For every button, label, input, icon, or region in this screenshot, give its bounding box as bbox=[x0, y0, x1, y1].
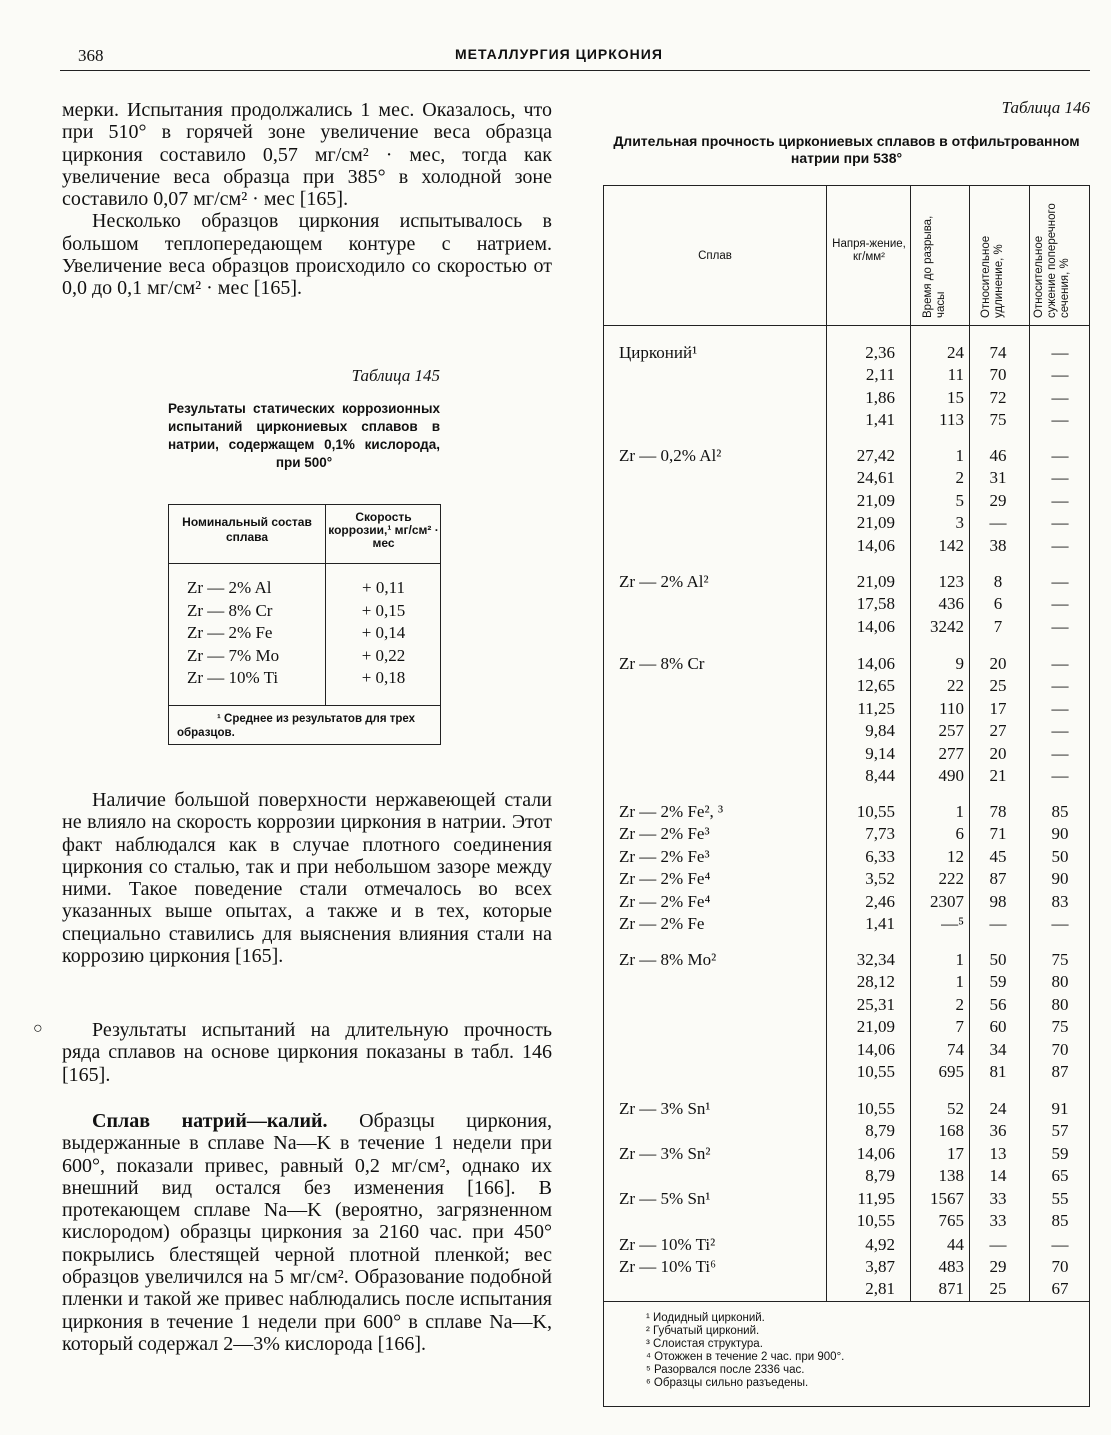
time-cell: 110 bbox=[939, 699, 964, 718]
stress-cell: 6,33 bbox=[865, 847, 895, 866]
time-cell: 5 bbox=[955, 491, 964, 510]
table-row bbox=[604, 1099, 1091, 1122]
table-146-header-rule bbox=[604, 325, 1089, 326]
table-145-title: Результаты статических коррозионных испытаний циркониевых сплавов в натрии, содержащем 0,1% кислорода, при 500° bbox=[168, 401, 440, 470]
alloy-cell: Цирконий¹ bbox=[619, 343, 698, 362]
alloy-cell: Zr — 0,2% Al² bbox=[619, 446, 722, 465]
reduction-cell: — bbox=[1051, 536, 1069, 555]
table-row bbox=[604, 892, 1091, 915]
left-column-middle bbox=[62, 789, 552, 967]
table-row bbox=[169, 668, 442, 690]
table-row bbox=[604, 847, 1091, 870]
rate-cell: + 0,18 bbox=[361, 668, 406, 687]
reduction-cell: 91 bbox=[1051, 1099, 1069, 1118]
time-cell: 436 bbox=[938, 594, 964, 613]
table-row bbox=[604, 594, 1091, 617]
reduction-cell: 50 bbox=[1051, 847, 1069, 866]
elongation-cell: 33 bbox=[989, 1189, 1007, 1208]
reduction-cell: — bbox=[1051, 617, 1069, 636]
time-cell: 765 bbox=[938, 1211, 964, 1230]
running-header bbox=[60, 40, 1090, 71]
stress-cell: 1,86 bbox=[865, 388, 895, 407]
alloy-cell: Zr — 8% Cr bbox=[187, 600, 273, 620]
left-column-top bbox=[62, 99, 552, 300]
footnote: ³ Слоистая структура. bbox=[646, 1338, 763, 1350]
time-cell: 168 bbox=[938, 1121, 964, 1140]
elongation-cell: 7 bbox=[993, 617, 1003, 636]
alloy-cell: Zr — 2% Fe³ bbox=[619, 847, 710, 866]
table-145-col-alloy: Номинальный состав сплава bbox=[182, 515, 312, 544]
elongation-cell: 25 bbox=[989, 1279, 1007, 1298]
time-cell: 74 bbox=[947, 1040, 964, 1059]
table-145 bbox=[168, 504, 441, 745]
reduction-cell: — bbox=[1051, 676, 1069, 695]
table-row bbox=[604, 1189, 1091, 1212]
table-row bbox=[604, 410, 1091, 433]
table-146-col-alloy: Сплав bbox=[698, 250, 732, 262]
time-cell: —⁵ bbox=[941, 914, 964, 933]
elongation-cell: 56 bbox=[989, 995, 1007, 1014]
table-row bbox=[604, 950, 1091, 973]
time-cell: 1 bbox=[955, 972, 964, 991]
stress-cell: 8,79 bbox=[865, 1121, 895, 1140]
page-number: 368 bbox=[78, 46, 104, 65]
stress-cell: 1,41 bbox=[865, 410, 895, 429]
paragraph-1: мерки. Испытания продолжались 1 мес. Оказалось, что при 510° в горячей зоне увеличение веса образца циркония составило 0,57 мг/см² · мес, тогда как увеличение веса образца при 385° в холодной зоне составило 0,07 мг/см² · мес [165]. bbox=[62, 99, 552, 211]
time-cell: 695 bbox=[938, 1062, 964, 1081]
time-cell: 2 bbox=[955, 995, 964, 1014]
table-row bbox=[604, 1144, 1091, 1167]
reduction-cell: — bbox=[1051, 446, 1069, 465]
elongation-cell: 87 bbox=[989, 869, 1007, 888]
stress-cell: 2,36 bbox=[865, 343, 895, 362]
reduction-cell: 55 bbox=[1051, 1189, 1069, 1208]
reduction-cell: 90 bbox=[1051, 869, 1069, 888]
stress-cell: 10,55 bbox=[856, 1211, 895, 1230]
table-row bbox=[604, 388, 1091, 411]
elongation-cell: 78 bbox=[989, 802, 1007, 821]
table-row bbox=[604, 617, 1091, 640]
elongation-cell: 34 bbox=[989, 1040, 1007, 1059]
time-cell: 22 bbox=[947, 676, 964, 695]
table-row bbox=[604, 1166, 1091, 1189]
reduction-cell: 59 bbox=[1051, 1144, 1069, 1163]
reduction-cell: — bbox=[1051, 766, 1069, 785]
margin-bullet: ○ bbox=[33, 1020, 43, 1037]
elongation-cell: 72 bbox=[989, 388, 1007, 407]
reduction-cell: 67 bbox=[1051, 1279, 1069, 1298]
footnote: ⁴ Отожжен в течение 2 час. при 900°. bbox=[646, 1351, 845, 1363]
reduction-cell: — bbox=[1051, 388, 1069, 407]
stress-cell: 21,09 bbox=[856, 572, 895, 591]
left-column-ref bbox=[62, 1019, 552, 1086]
time-cell: 113 bbox=[939, 410, 964, 429]
reduction-cell: — bbox=[1051, 491, 1069, 510]
time-cell: 15 bbox=[947, 388, 964, 407]
table-146-col-stress: Напря-жение, кг/мм² bbox=[832, 238, 906, 263]
time-cell: 17 bbox=[947, 1144, 964, 1163]
table-146-col-elong: Относительное удлинение, % bbox=[980, 235, 1005, 318]
elongation-cell: 31 bbox=[989, 468, 1007, 487]
table-row bbox=[169, 623, 442, 645]
time-cell: 222 bbox=[938, 869, 964, 888]
paragraph-3: Наличие большой поверхности нержавеющей стали не влияло на скорость коррозии циркония в натрии. Этот факт наблюдался как в случае плотного соединения циркония со сталью, так и при небольшом зазоре между ними. Такое поведение стали отмечалось во всех указанных выше опытах, а также и в тех, которые специально ставились для выяснения влияния стали на коррозию циркония [165]. bbox=[62, 789, 552, 968]
alloy-cell: Zr — 10% Ti bbox=[187, 668, 279, 687]
stress-cell: 14,06 bbox=[856, 1144, 895, 1163]
table-row bbox=[604, 802, 1091, 825]
paragraph-5-body: Образцы циркония, выдержанные в сплаве Na—K в течение 1 недели при 600°, показали привес, равный 0,2 мг/см², однако их внешний вид остался без изменения [166]. В протекающем сплаве Na—K (вероятно, загрязненном кислородом) образцы циркония за 2160 час. при 450° покрылись блестящей черной плотной пленкой; вес образцов увеличился на 5 мг/см². Образование подобной пленки и такой же привес наблюдались после испытания циркония в течение 1 недели при 600° в сплаве Na—K, который содержал 2—3% кислорода [166]. bbox=[62, 1110, 552, 1355]
footnote: ⁶ Образцы сильно разъедены. bbox=[646, 1377, 809, 1389]
time-cell: 277 bbox=[938, 744, 964, 763]
stress-cell: 21,09 bbox=[856, 513, 895, 532]
reduction-cell: — bbox=[1051, 914, 1069, 933]
elongation-cell: 60 bbox=[989, 1017, 1007, 1036]
table-row bbox=[604, 869, 1091, 892]
elongation-cell: 29 bbox=[989, 491, 1007, 510]
elongation-cell: 20 bbox=[989, 654, 1007, 673]
stress-cell: 9,14 bbox=[865, 744, 895, 763]
table-146-title: Длительная прочность циркониевых сплавов в отфильтрованном натрии при 538° bbox=[613, 133, 1080, 166]
table-row bbox=[604, 468, 1091, 491]
elongation-cell: 13 bbox=[989, 1144, 1007, 1163]
elongation-cell: 74 bbox=[989, 343, 1007, 362]
elongation-cell: 6 bbox=[993, 594, 1003, 613]
elongation-cell: 33 bbox=[989, 1211, 1007, 1230]
stress-cell: 28,12 bbox=[856, 972, 895, 991]
table-row bbox=[604, 1062, 1091, 1085]
stress-cell: 21,09 bbox=[856, 491, 895, 510]
reduction-cell: — bbox=[1051, 654, 1069, 673]
stress-cell: 1,41 bbox=[865, 914, 895, 933]
reduction-cell: — bbox=[1051, 343, 1069, 362]
table-row bbox=[604, 824, 1091, 847]
reduction-cell: — bbox=[1051, 513, 1069, 532]
stress-cell: 14,06 bbox=[856, 617, 895, 636]
table-row bbox=[604, 1121, 1091, 1144]
table-row bbox=[604, 1279, 1091, 1302]
table-row bbox=[604, 1257, 1091, 1280]
table-146-col-time: Время до разрыва, часы bbox=[922, 215, 947, 318]
table-row bbox=[604, 536, 1091, 559]
table-row bbox=[604, 766, 1091, 789]
stress-cell: 2,81 bbox=[865, 1279, 895, 1298]
elongation-cell: 70 bbox=[989, 365, 1007, 384]
time-cell: 1 bbox=[955, 802, 964, 821]
stress-cell: 2,46 bbox=[865, 892, 895, 911]
elongation-cell: 81 bbox=[989, 1062, 1007, 1081]
stress-cell: 10,55 bbox=[856, 1099, 895, 1118]
rate-cell: + 0,11 bbox=[362, 578, 405, 597]
reduction-cell: 75 bbox=[1051, 1017, 1069, 1036]
table-row bbox=[604, 513, 1091, 536]
table-row bbox=[604, 572, 1091, 595]
time-cell: 52 bbox=[947, 1099, 964, 1118]
time-cell: 3 bbox=[955, 513, 964, 532]
stress-cell: 27,42 bbox=[856, 446, 895, 465]
reduction-cell: 80 bbox=[1051, 972, 1069, 991]
stress-cell: 32,34 bbox=[856, 950, 895, 969]
alloy-cell: Zr — 2% Fe³ bbox=[619, 824, 710, 843]
section-heading: Сплав натрий—калий. bbox=[92, 1110, 328, 1132]
time-cell: 7 bbox=[955, 1017, 964, 1036]
reduction-cell: — bbox=[1051, 365, 1069, 384]
time-cell: 12 bbox=[947, 847, 964, 866]
table-row bbox=[169, 578, 442, 600]
table-row bbox=[604, 1235, 1091, 1258]
reduction-cell: — bbox=[1051, 468, 1069, 487]
table-row bbox=[604, 654, 1091, 677]
elongation-cell: — bbox=[989, 1235, 1007, 1254]
elongation-cell: 8 bbox=[993, 572, 1003, 591]
alloy-cell: Zr — 10% Ti² bbox=[619, 1235, 716, 1254]
stress-cell: 4,92 bbox=[865, 1235, 895, 1254]
elongation-cell: 17 bbox=[989, 699, 1007, 718]
footnote: ² Губчатый цирконий. bbox=[646, 1325, 760, 1337]
elongation-cell: — bbox=[989, 513, 1007, 532]
time-cell: 123 bbox=[938, 572, 964, 591]
elongation-cell: 36 bbox=[989, 1121, 1007, 1140]
stress-cell: 9,84 bbox=[865, 721, 895, 740]
table-row bbox=[604, 1040, 1091, 1063]
stress-cell: 12,65 bbox=[856, 676, 895, 695]
running-title: МЕТАЛЛУРГИЯ ЦИРКОНИЯ bbox=[455, 46, 663, 62]
reduction-cell: — bbox=[1051, 744, 1069, 763]
table-146 bbox=[603, 185, 1090, 1407]
table-row bbox=[169, 601, 442, 623]
rate-cell: + 0,22 bbox=[361, 645, 406, 665]
reduction-cell: 80 bbox=[1051, 995, 1069, 1014]
stress-cell: 21,09 bbox=[856, 1017, 895, 1036]
table-row bbox=[604, 1211, 1091, 1234]
stress-cell: 25,31 bbox=[856, 995, 895, 1014]
reduction-cell: 90 bbox=[1051, 824, 1069, 843]
elongation-cell: 45 bbox=[989, 847, 1007, 866]
time-cell: 1 bbox=[955, 446, 964, 465]
table-row bbox=[604, 365, 1091, 388]
elongation-cell: 98 bbox=[989, 892, 1007, 911]
paragraph-5 bbox=[62, 1110, 552, 1355]
alloy-cell: Zr — 2% Fe⁴ bbox=[619, 892, 711, 911]
reduction-cell: 85 bbox=[1051, 1211, 1069, 1230]
stress-cell: 11,95 bbox=[857, 1189, 895, 1208]
elongation-cell: 25 bbox=[989, 676, 1007, 695]
reduction-cell: 57 bbox=[1051, 1121, 1069, 1140]
alloy-cell: Zr — 7% Mo bbox=[187, 645, 280, 665]
stress-cell: 17,58 bbox=[856, 594, 895, 613]
alloy-cell: Zr — 2% Fe bbox=[187, 623, 273, 642]
stress-cell: 14,06 bbox=[856, 536, 895, 555]
time-cell: 871 bbox=[938, 1279, 964, 1298]
elongation-cell: 38 bbox=[989, 536, 1007, 555]
elongation-cell: 46 bbox=[989, 446, 1007, 465]
elongation-cell: 71 bbox=[989, 824, 1007, 843]
stress-cell: 14,06 bbox=[856, 654, 895, 673]
stress-cell: 8,79 bbox=[865, 1166, 895, 1185]
time-cell: 24 bbox=[947, 343, 964, 362]
reduction-cell: — bbox=[1051, 572, 1069, 591]
time-cell: 6 bbox=[955, 824, 964, 843]
alloy-cell: Zr — 2% Fe⁴ bbox=[619, 869, 711, 888]
table-145-col-rate: Скорость коррозии,¹ мг/см² · мес bbox=[328, 510, 439, 550]
table-row bbox=[169, 646, 442, 668]
elongation-cell: 24 bbox=[989, 1099, 1007, 1118]
reduction-cell: — bbox=[1051, 699, 1069, 718]
stress-cell: 3,87 bbox=[865, 1257, 895, 1276]
reduction-cell: 87 bbox=[1051, 1062, 1069, 1081]
table-row bbox=[604, 1017, 1091, 1040]
stress-cell: 8,44 bbox=[865, 766, 895, 785]
reduction-cell: 85 bbox=[1051, 802, 1069, 821]
table-row bbox=[604, 972, 1091, 995]
stress-cell: 14,06 bbox=[856, 1040, 895, 1059]
alloy-cell: Zr — 2% Al² bbox=[619, 572, 709, 591]
alloy-cell: Zr — 5% Sn¹ bbox=[619, 1189, 711, 1208]
alloy-cell: Zr — 2% Fe bbox=[619, 914, 705, 933]
footnote: ¹ Иодидный цирконий. bbox=[646, 1312, 765, 1324]
time-cell: 2 bbox=[955, 468, 964, 487]
stress-cell: 10,55 bbox=[856, 1062, 895, 1081]
reduction-cell: 70 bbox=[1051, 1040, 1069, 1059]
time-cell: 9 bbox=[955, 654, 964, 673]
alloy-cell: Zr — 3% Sn¹ bbox=[619, 1099, 711, 1118]
alloy-cell: Zr — 8% Cr bbox=[619, 654, 705, 673]
table-row bbox=[604, 744, 1091, 767]
elongation-cell: 21 bbox=[989, 766, 1007, 785]
alloy-cell: Zr — 2% Al bbox=[187, 578, 272, 597]
time-cell: 483 bbox=[938, 1257, 964, 1276]
stress-cell: 2,11 bbox=[865, 365, 895, 384]
time-cell: 142 bbox=[938, 536, 964, 555]
elongation-cell: 27 bbox=[989, 721, 1007, 740]
reduction-cell: 75 bbox=[1051, 950, 1069, 969]
elongation-cell: 29 bbox=[989, 1257, 1007, 1276]
alloy-cell: Zr — 2% Fe², ³ bbox=[619, 802, 724, 821]
time-cell: 1567 bbox=[930, 1189, 964, 1208]
time-cell: 138 bbox=[938, 1166, 964, 1185]
alloy-cell: Zr — 3% Sn² bbox=[619, 1144, 711, 1163]
reduction-cell: — bbox=[1051, 721, 1069, 740]
table-row bbox=[604, 699, 1091, 722]
table-row bbox=[604, 343, 1091, 366]
table-row bbox=[604, 914, 1091, 937]
reduction-cell: — bbox=[1051, 1235, 1069, 1254]
table-145-caption: Таблица 145 bbox=[351, 366, 440, 385]
time-cell: 490 bbox=[938, 766, 964, 785]
table-row bbox=[604, 995, 1091, 1018]
rate-cell: + 0,14 bbox=[361, 623, 406, 642]
stress-cell: 7,73 bbox=[865, 824, 895, 843]
stress-cell: 10,55 bbox=[856, 802, 895, 821]
alloy-cell: Zr — 8% Mo² bbox=[619, 950, 717, 969]
stress-cell: 24,61 bbox=[856, 468, 895, 487]
reduction-cell: — bbox=[1051, 594, 1069, 613]
time-cell: 2307 bbox=[930, 892, 964, 911]
elongation-cell: 20 bbox=[989, 744, 1007, 763]
elongation-cell: 75 bbox=[989, 410, 1007, 429]
table-row bbox=[604, 721, 1091, 744]
table-146-caption: Таблица 146 bbox=[1001, 98, 1090, 117]
time-cell: 44 bbox=[947, 1235, 964, 1254]
table-145-footnote: ¹ Среднее из результатов для трех образцов. bbox=[169, 705, 440, 740]
reduction-cell: 70 bbox=[1051, 1257, 1069, 1276]
elongation-cell: 14 bbox=[989, 1166, 1007, 1185]
alloy-cell: Zr — 10% Ti⁶ bbox=[619, 1257, 717, 1276]
left-column-bottom bbox=[62, 1110, 552, 1355]
stress-cell: 11,25 bbox=[857, 699, 895, 718]
elongation-cell: 50 bbox=[989, 950, 1007, 969]
paragraph-4: Результаты испытаний на длительную прочность ряда сплавов на основе циркония показаны в табл. 146 [165]. bbox=[62, 1019, 552, 1086]
reduction-cell: — bbox=[1051, 410, 1069, 429]
rate-cell: + 0,15 bbox=[361, 600, 406, 620]
time-cell: 3242 bbox=[930, 617, 964, 636]
reduction-cell: 65 bbox=[1051, 1166, 1069, 1185]
reduction-cell: 83 bbox=[1051, 892, 1069, 911]
stress-cell: 3,52 bbox=[865, 869, 895, 888]
paragraph-2: Несколько образцов циркония испытывалось в большом теплопередающем контуре с натрием. Увеличение веса образцов происходило со скоростью от 0,0 до 0,1 мг/см² · мес [165]. bbox=[62, 210, 552, 300]
time-cell: 257 bbox=[938, 721, 964, 740]
elongation-cell: 59 bbox=[989, 972, 1007, 991]
time-cell: 1 bbox=[955, 950, 964, 969]
table-row bbox=[604, 676, 1091, 699]
table-row bbox=[604, 491, 1091, 514]
table-146-col-reduct: Относительное сужение поперечного сечения, % bbox=[1033, 203, 1071, 318]
footnote: ⁵ Разорвался после 2336 час. bbox=[646, 1364, 805, 1376]
table-row bbox=[604, 446, 1091, 469]
time-cell: 11 bbox=[947, 365, 964, 384]
elongation-cell: — bbox=[989, 914, 1007, 933]
